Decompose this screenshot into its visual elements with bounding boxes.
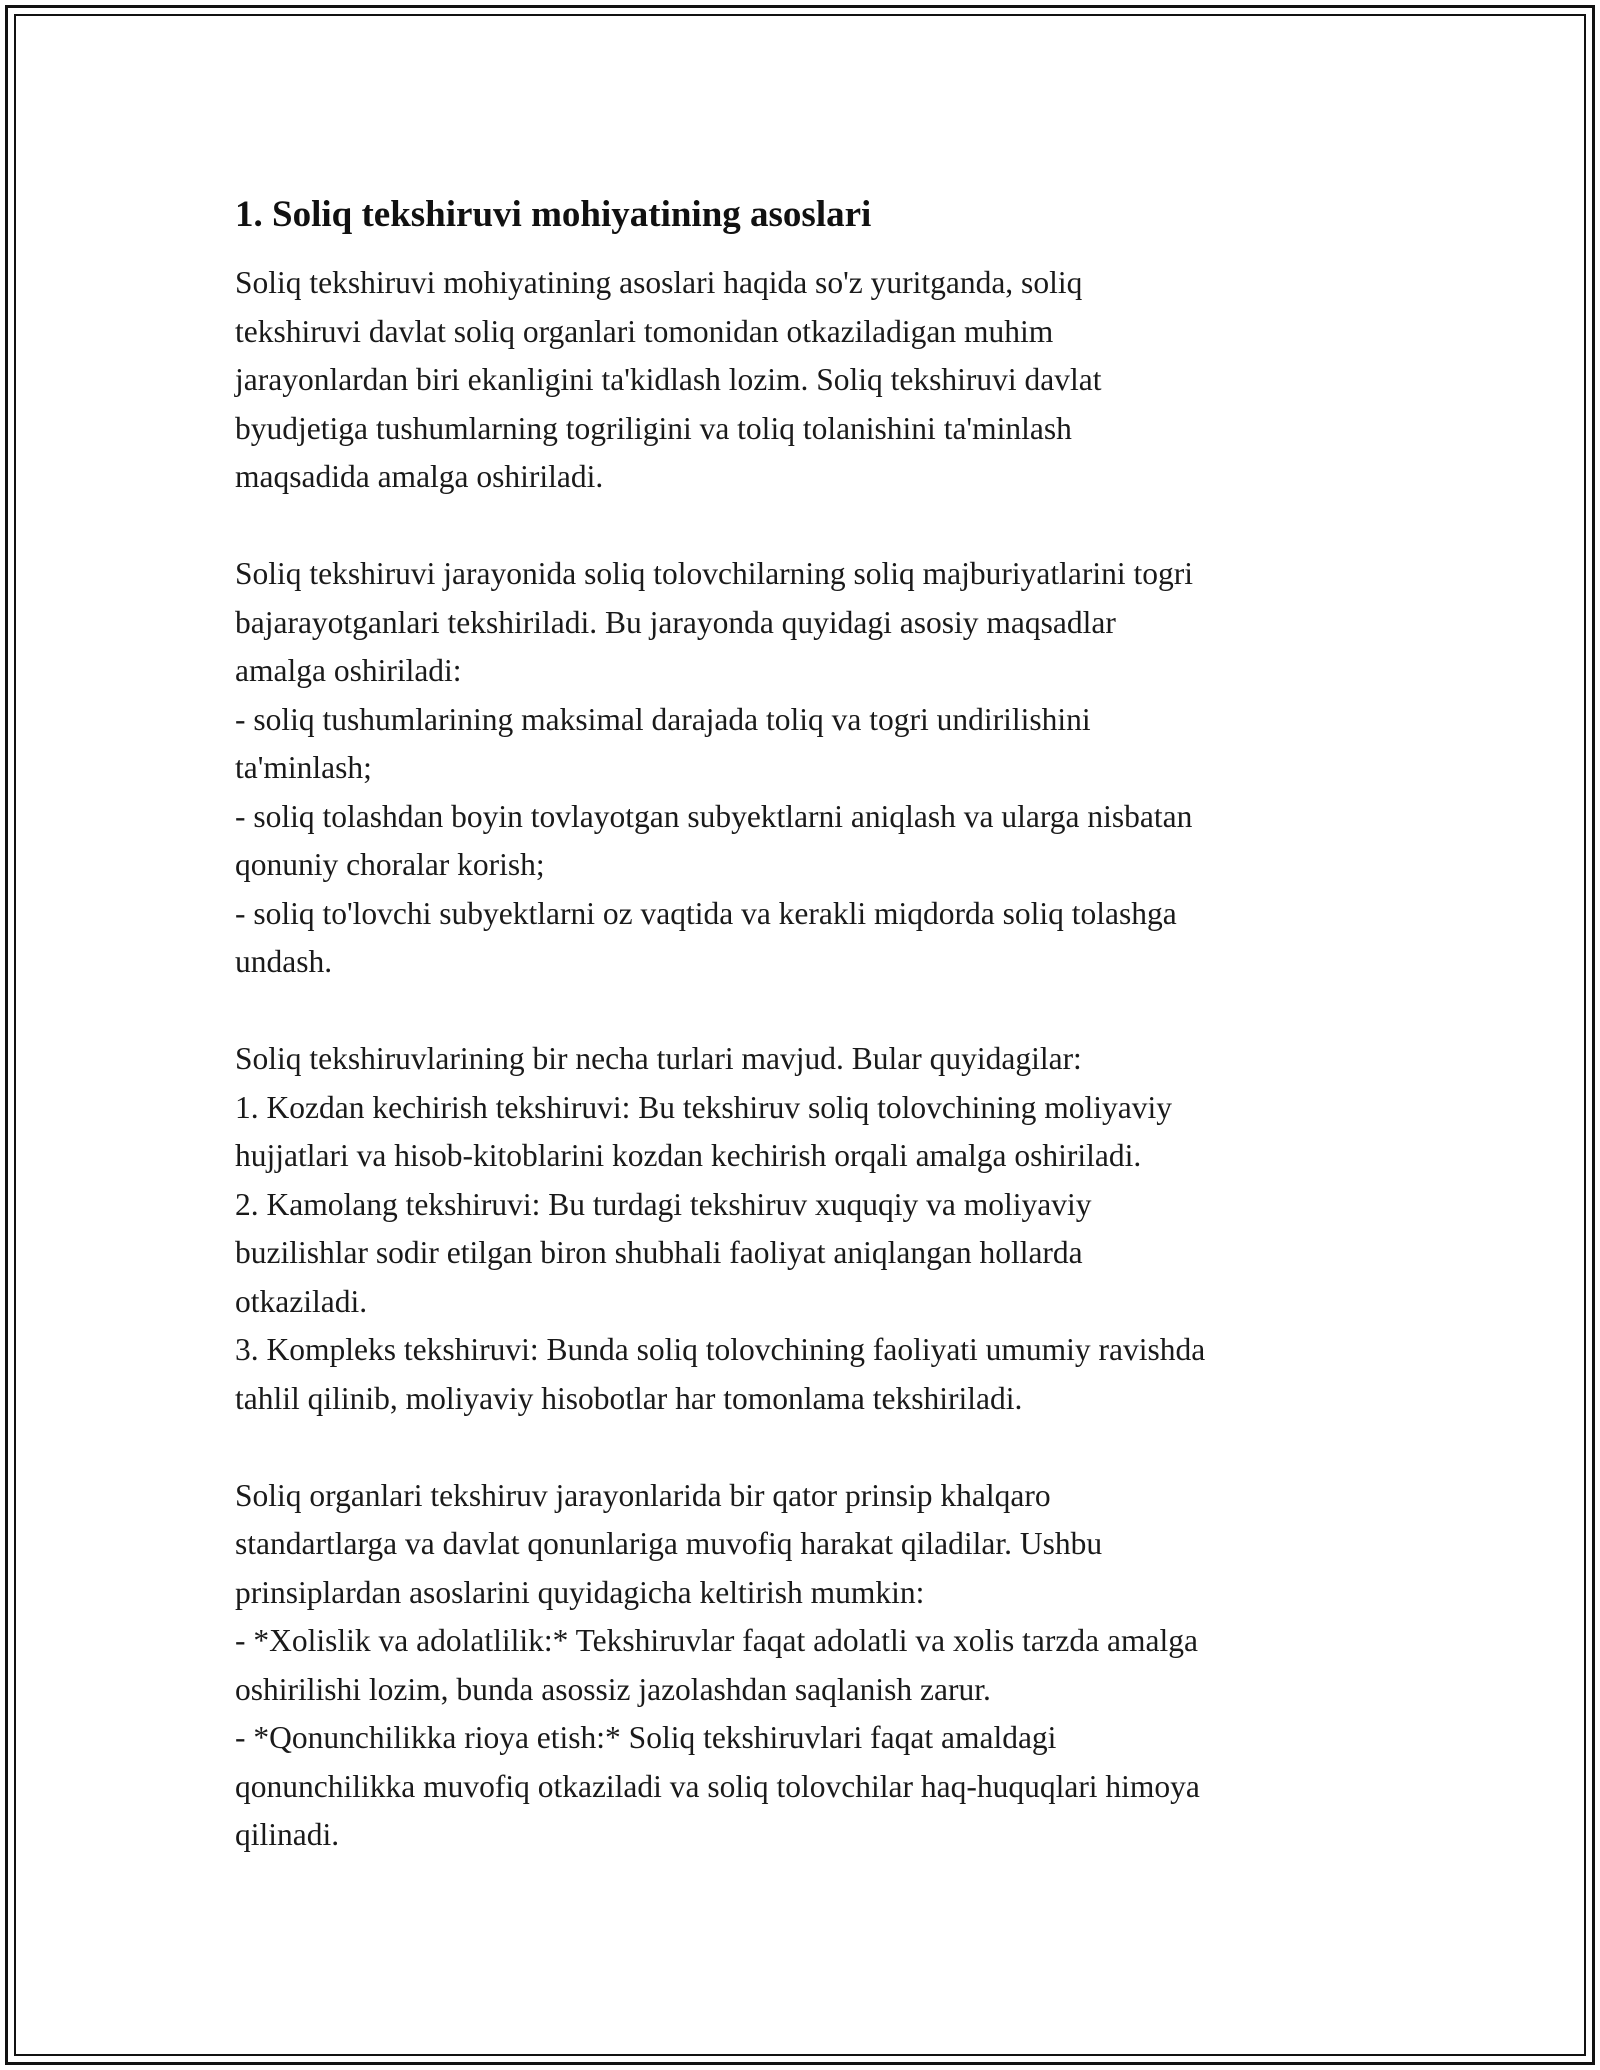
text-line: 3. Kompleks tekshiruvi: Bunda soliq tolovchining faoliyati umumiy ravishda [235,1332,1206,1367]
text-line: - soliq tushumlarining maksimal darajada toliq va togri undirilishini [235,701,1091,737]
text-line: oshirilishi lozim, bunda asossiz jazolashdan saqlanish zarur. [235,1671,991,1707]
text-line: jarayonlardan biri ekanligini ta'kidlash lozim. Soliq tekshiruvi davlat [235,362,1102,397]
text-line: 1. Kozdan kechirish tekshiruvi: Bu tekshiruv soliq tolovchining moliyaviy [235,1089,1173,1125]
text-line: ta'minlash; [235,750,372,785]
text-line: - *Xolislik va adolatlilik:* Tekshiruvlar faqat adolatli va xolis tarzda amalga [235,1623,1198,1658]
paragraph [235,1472,1375,1860]
text-line: - *Qonunchilikka rioya etish:* Soliq tekshiruvlari faqat amaldagi [235,1720,1057,1755]
paragraph [235,550,1375,987]
text-line: tekshiruvi davlat soliq organlari tomonidan otkaziladigan muhim [235,313,1054,349]
text-line: prinsiplardan asoslarini quyidagicha keltirish mumkin: [235,1574,925,1610]
text-line: 2. Kamolang tekshiruvi: Bu turdagi tekshiruv xuquqiy va moliyaviy [235,1186,1092,1222]
text-line: Soliq organlari tekshiruv jarayonlarida bir qator prinsip khalqaro [235,1477,1051,1513]
text-line: qonuniy choralar korish; [235,847,545,882]
text-line: Soliq tekshiruvi mohiyatining asoslari haqida so'z yuritganda, soliq [235,265,1083,300]
text-line: byudjetiga tushumlarning togriligini va toliq tolanishini ta'minlash [235,410,1072,446]
text-line: Soliq tekshiruvlarining bir necha turlari mavjud. Bular quyidagilar: [235,1041,1082,1076]
text-line: bajarayotganlari tekshiriladi. Bu jarayonda quyidagi asosiy maqsadlar [235,604,1116,640]
text-line: otkaziladi. [235,1283,368,1319]
text-line: undash. [235,944,333,979]
text-line: qilinadi. [235,1817,340,1852]
text-line: - soliq to'lovchi subyektlarni oz vaqtida va kerakli miqdorda soliq tolashga [235,895,1177,931]
document-title: 1. Soliq tekshiruvi mohiyatining asoslari [235,194,872,235]
text-line: amalga oshiriladi: [235,653,462,688]
text-line: Soliq tekshiruvi jarayonida soliq tolovchilarning soliq majburiyatlarini togri [235,556,1193,591]
paragraph [235,259,1375,502]
text-line: standartlarga va davlat qonunlariga muvofiq harakat qiladilar. Ushbu [235,1526,1103,1561]
document-content [235,185,1375,1860]
text-line: maqsadida amalga oshiriladi. [235,459,604,494]
text-line: buzilishlar sodir etilgan biron shubhali faoliyat aniqlangan hollarda [235,1235,1083,1270]
text-line: hujjatlari va hisob-kitoblarini kozdan kechirish orqali amalga oshiriladi. [235,1138,1142,1173]
text-line: qonunchilikka muvofiq otkaziladi va soliq tolovchilar haq-huquqlari himoya [235,1768,1200,1804]
text-line: tahlil qilinib, moliyaviy hisobotlar har tomonlama tekshiriladi. [235,1380,1023,1416]
document-body [235,259,1375,1860]
text-line: - soliq tolashdan boyin tovlayotgan subyektlarni aniqlash va ularga nisbatan [235,798,1193,834]
paragraph [235,1035,1375,1423]
